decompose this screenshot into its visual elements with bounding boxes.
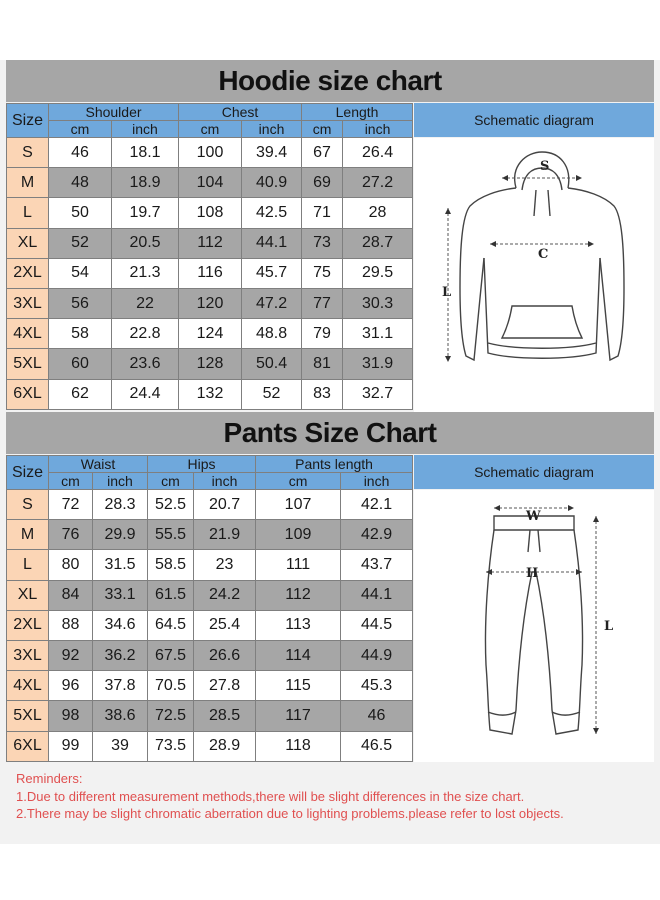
value-cell: 30.3 (343, 288, 413, 318)
unit-header: inch (112, 121, 179, 138)
unit-header: cm (49, 121, 112, 138)
waist-header: Waist (49, 456, 148, 473)
value-cell: 40.9 (242, 168, 302, 198)
unit-header: cm (148, 473, 194, 490)
pants-schematic-header (414, 455, 654, 489)
size-cell: S (7, 138, 49, 168)
pants-length-header: Pants length (256, 456, 413, 473)
value-cell: 118 (256, 731, 341, 761)
value-cell: 21.3 (112, 258, 179, 288)
value-cell: 23 (194, 550, 256, 580)
value-cell: 132 (179, 379, 242, 409)
value-cell: 107 (256, 490, 341, 520)
value-cell: 48.8 (242, 319, 302, 349)
hoodie-diagram (414, 138, 654, 413)
value-cell: 31.9 (343, 349, 413, 379)
value-cell: 50 (49, 198, 112, 228)
value-cell: 98 (49, 701, 93, 731)
reminders-heading: Reminders: (16, 771, 83, 786)
value-cell: 29.9 (93, 520, 148, 550)
value-cell: 67 (302, 138, 343, 168)
table-row (7, 701, 413, 731)
value-cell: 45.3 (341, 671, 413, 701)
value-cell: 26.6 (194, 640, 256, 670)
reminder-item: 2.There may be slight chromatic aberration due to lighting problems.please refer to lost objects. (16, 806, 564, 821)
value-cell: 39.4 (242, 138, 302, 168)
unit-header: cm (179, 121, 242, 138)
diagram-label-l: L (604, 619, 614, 634)
size-cell: S (7, 490, 49, 520)
value-cell: 28.3 (93, 490, 148, 520)
value-cell: 96 (49, 671, 93, 701)
value-cell: 28.9 (194, 731, 256, 761)
value-cell: 22.8 (112, 319, 179, 349)
value-cell: 39 (93, 731, 148, 761)
size-cell: 5XL (7, 349, 49, 379)
size-header: Size (7, 456, 49, 490)
reminders (16, 770, 564, 823)
size-cell: 5XL (7, 701, 49, 731)
value-cell: 28 (343, 198, 413, 228)
diagram-label-s: S (540, 159, 550, 174)
value-cell: 84 (49, 580, 93, 610)
hoodie-title-bar (6, 60, 654, 102)
size-cell: 6XL (7, 731, 49, 761)
value-cell: 45.7 (242, 258, 302, 288)
value-cell: 64.5 (148, 610, 194, 640)
table-row (7, 610, 413, 640)
value-cell: 23.6 (112, 349, 179, 379)
value-cell: 27.2 (343, 168, 413, 198)
unit-header: cm (49, 473, 93, 490)
size-cell: XL (7, 580, 49, 610)
value-cell: 42.5 (242, 198, 302, 228)
value-cell: 120 (179, 288, 242, 318)
value-cell: 111 (256, 550, 341, 580)
value-cell: 117 (256, 701, 341, 731)
unit-header: inch (343, 121, 413, 138)
schematic-label: Schematic diagram (474, 464, 594, 480)
value-cell: 128 (179, 349, 242, 379)
hoodie-schematic-header (414, 103, 654, 137)
value-cell: 28.5 (194, 701, 256, 731)
table-row (7, 520, 413, 550)
value-cell: 73.5 (148, 731, 194, 761)
value-cell: 24.2 (194, 580, 256, 610)
value-cell: 80 (49, 550, 93, 580)
table-row (7, 168, 413, 198)
value-cell: 37.8 (93, 671, 148, 701)
unit-header: inch (242, 121, 302, 138)
value-cell: 46 (49, 138, 112, 168)
table-row (7, 550, 413, 580)
value-cell: 54 (49, 258, 112, 288)
table-row (7, 671, 413, 701)
value-cell: 18.1 (112, 138, 179, 168)
value-cell: 58 (49, 319, 112, 349)
size-cell: 3XL (7, 288, 49, 318)
value-cell: 46.5 (341, 731, 413, 761)
value-cell: 21.9 (194, 520, 256, 550)
size-cell: 3XL (7, 640, 49, 670)
table-row (7, 228, 413, 258)
value-cell: 113 (256, 610, 341, 640)
size-cell: L (7, 198, 49, 228)
value-cell: 28.7 (343, 228, 413, 258)
diagram-label-h: H (526, 566, 539, 581)
value-cell: 69 (302, 168, 343, 198)
value-cell: 43.7 (341, 550, 413, 580)
table-row (7, 640, 413, 670)
value-cell: 115 (256, 671, 341, 701)
value-cell: 52.5 (148, 490, 194, 520)
value-cell: 70.5 (148, 671, 194, 701)
size-header: Size (7, 104, 49, 138)
table-row (7, 490, 413, 520)
unit-header: inch (93, 473, 148, 490)
value-cell: 44.1 (242, 228, 302, 258)
value-cell: 75 (302, 258, 343, 288)
value-cell: 50.4 (242, 349, 302, 379)
value-cell: 104 (179, 168, 242, 198)
reminder-item: 1.Due to different measurement methods,there will be slight differences in the size chart. (16, 788, 525, 804)
hoodie-title: Hoodie size chart (218, 65, 442, 96)
size-cell: XL (7, 228, 49, 258)
value-cell: 99 (49, 731, 93, 761)
pants-schematic (414, 490, 654, 762)
value-cell: 36.2 (93, 640, 148, 670)
hips-header: Hips (148, 456, 256, 473)
diagram-label-w: W (526, 509, 541, 524)
table-row (7, 580, 413, 610)
value-cell: 47.2 (242, 288, 302, 318)
value-cell: 79 (302, 319, 343, 349)
value-cell: 20.7 (194, 490, 256, 520)
value-cell: 116 (179, 258, 242, 288)
value-cell: 112 (256, 580, 341, 610)
value-cell: 76 (49, 520, 93, 550)
value-cell: 44.1 (341, 580, 413, 610)
diagram-label-l: L (442, 285, 452, 300)
value-cell: 20.5 (112, 228, 179, 258)
value-cell: 22 (112, 288, 179, 318)
table-row (7, 288, 413, 318)
table-row (7, 379, 413, 409)
unit-header: inch (194, 473, 256, 490)
value-cell: 27.8 (194, 671, 256, 701)
size-cell: M (7, 168, 49, 198)
value-cell: 38.6 (93, 701, 148, 731)
value-cell: 55.5 (148, 520, 194, 550)
value-cell: 44.5 (341, 610, 413, 640)
pants-title: Pants Size Chart (223, 417, 437, 448)
value-cell: 73 (302, 228, 343, 258)
value-cell: 25.4 (194, 610, 256, 640)
pants-size-table (6, 455, 413, 762)
value-cell: 72.5 (148, 701, 194, 731)
value-cell: 52 (242, 379, 302, 409)
size-cell: 2XL (7, 258, 49, 288)
schematic-label: Schematic diagram (474, 112, 594, 128)
value-cell: 61.5 (148, 580, 194, 610)
table-row (7, 258, 413, 288)
value-cell: 60 (49, 349, 112, 379)
unit-header: cm (256, 473, 341, 490)
value-cell: 31.5 (93, 550, 148, 580)
size-cell: M (7, 520, 49, 550)
value-cell: 52 (49, 228, 112, 258)
size-cell: 4XL (7, 319, 49, 349)
value-cell: 56 (49, 288, 112, 318)
size-cell: 2XL (7, 610, 49, 640)
hoodie-schematic (414, 138, 654, 413)
table-row (7, 731, 413, 761)
value-cell: 18.9 (112, 168, 179, 198)
value-cell: 62 (49, 379, 112, 409)
value-cell: 112 (179, 228, 242, 258)
value-cell: 88 (49, 610, 93, 640)
size-cell: 6XL (7, 379, 49, 409)
table-row (7, 198, 413, 228)
value-cell: 42.1 (341, 490, 413, 520)
value-cell: 33.1 (93, 580, 148, 610)
value-cell: 83 (302, 379, 343, 409)
value-cell: 108 (179, 198, 242, 228)
value-cell: 109 (256, 520, 341, 550)
value-cell: 42.9 (341, 520, 413, 550)
value-cell: 34.6 (93, 610, 148, 640)
value-cell: 29.5 (343, 258, 413, 288)
table-row (7, 138, 413, 168)
value-cell: 44.9 (341, 640, 413, 670)
size-cell: L (7, 550, 49, 580)
value-cell: 77 (302, 288, 343, 318)
value-cell: 81 (302, 349, 343, 379)
chest-header: Chest (179, 104, 302, 121)
value-cell: 46 (341, 701, 413, 731)
value-cell: 124 (179, 319, 242, 349)
length-header: Length (302, 104, 413, 121)
pants-diagram (414, 490, 654, 762)
value-cell: 58.5 (148, 550, 194, 580)
size-cell: 4XL (7, 671, 49, 701)
shoulder-header: Shoulder (49, 104, 179, 121)
unit-header: cm (302, 121, 343, 138)
value-cell: 92 (49, 640, 93, 670)
diagram-label-c: C (538, 247, 549, 262)
value-cell: 71 (302, 198, 343, 228)
table-row (7, 349, 413, 379)
value-cell: 100 (179, 138, 242, 168)
value-cell: 114 (256, 640, 341, 670)
hoodie-size-table (6, 103, 413, 410)
value-cell: 48 (49, 168, 112, 198)
value-cell: 67.5 (148, 640, 194, 670)
value-cell: 19.7 (112, 198, 179, 228)
value-cell: 24.4 (112, 379, 179, 409)
table-row (7, 319, 413, 349)
value-cell: 72 (49, 490, 93, 520)
pants-title-bar (6, 412, 654, 454)
unit-header: inch (341, 473, 413, 490)
value-cell: 26.4 (343, 138, 413, 168)
value-cell: 32.7 (343, 379, 413, 409)
value-cell: 31.1 (343, 319, 413, 349)
